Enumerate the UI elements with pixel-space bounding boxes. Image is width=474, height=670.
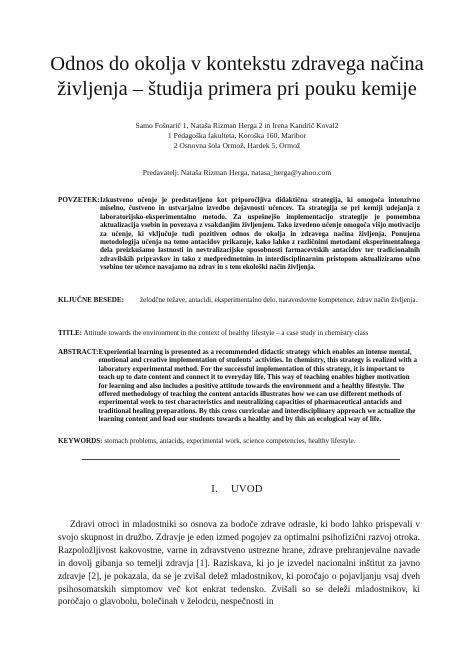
kljucne-besede-label: KLJUČNE BESEDE:: [58, 296, 125, 304]
section-divider: [82, 459, 400, 460]
keywords-text: stomach problems, antacids, experimental work, science competencies, healthy lifestyle.: [104, 437, 356, 445]
title-line-1: Odnos do okolja v kontekstu zdravega načina: [50, 53, 424, 75]
title-line-2: življenja – študija primera pri pouku kemije: [57, 78, 417, 100]
povzetek-text: Izkustveno učenje je predstavljeno kot priporočljiva didaktična strategija, ki omogoča intenzivno miselno, čustveno in ustvarjalno izvedbo dejavnosti učencev. Ta strategija se pri kemiji udejanja z laboratorijsko-eksperimentalno metodo. Za uspešnejšo implementacijo strategije je pomembna aktualizacija vsebin in povezava z vsakdanjim življenjem. Tako izvedeno učenje omogoča višjo motivacijo za učenje, ki vključuje tudi pozitiven odnos do okolja in zdravega načina življenja. Ponujena metodologija učenja na temo antacidov prikazuje, kako lahko z različnimi metodami eksperimentalnega dela preizkušamo lastnosti in nevtralizacijske sposobnosti farmacevtskih antacidov ter tradicionalnih zdravilskih pripravkov in tako z medpredmetnim in interdisciplinarnim pristopom aktualiziramo učno vsebino ter učence navajamo na zdrav in s tem ekološki način življenja.: [100, 196, 420, 272]
english-title-label: TITLE:: [58, 329, 83, 337]
abstract-text: Experiential learning is presented as a recommended didactic strategy which enables an intense mental, emotional and creative implementation of students' activities. In chemistry, this strategy is realized with a laboratory experimental method. For the successful implementation of this strategy, it is important to teach up to date content and connect it to everyday life. This way of teaching enables higher motivation for learning and also includes a positive attitude towards the environment and a healthy lifestyle. The offered methodology of teaching the content antacids illustrates how we can use different methods of experimental work to test characteristics and neutralizing capacities of pharmaceutical antacids and traditional healing preparations. By this cross curricular and interdisciplinary approach we actualize the learning content and lead our students towards a healthy and by this an ecological way of life.: [98, 348, 417, 424]
abstract-block: [58, 348, 420, 424]
section-title: UVOD: [230, 484, 263, 495]
kljucne-besede-block: [58, 296, 420, 304]
author-names: Samo Fošnarič 1, Nataša Rizman Herga 2 in Irena Kandrič Koval2: [135, 121, 339, 130]
povzetek-block: [58, 196, 420, 272]
affiliation-2: 2 Osnovna šola Ormož, Hardek 5, Ormož: [173, 141, 301, 150]
affiliation-1: 1 Pedagoška fakulteta, Koroška 160, Maribor: [167, 131, 307, 140]
english-title-block: [58, 329, 420, 337]
keywords-label: KEYWORDS:: [58, 437, 103, 445]
body-paragraph: Zdravi otroci in mladostniki so osnova za bodoče zdrave odrasle, ki bodo lahko prispevali v svojo skupnost in družbo. Zdravje je eden izmed pogojev za optimalni psihofizični razvoj otroka. Razpoložljivost kakovostne, varne in zdravstveno ustrezne hrane, zdrave prehranjevalne navade in dovolj gibanja so temelji zdravja [1]. Raziskava, ki jo je izvedel nacionalni inštitut za javno zdravje [2], je pokazala, da se je zvišal delež mladostnikov, ki poročajo o pojavljanju vsaj dveh psihosomatskih simptomov več kot enkrat tedensko. Zvišali so se deleži mladostnikov, ki poročajo o glavobolu, bolečinah v želodcu, nespečnosti in: [58, 520, 420, 608]
kljucne-besede-text: želodčne težave, antacidi, eksperimentalno delo, naravoslovne kompetence, zdrav način življenja.: [140, 296, 418, 304]
section-heading: [60, 484, 414, 495]
english-title-text: Attitude towards the environment in the context of healthy lifestyle – a case study in chemistry class: [83, 329, 369, 337]
author-block: [60, 121, 414, 151]
section-number: I.: [211, 484, 218, 495]
paper-title: [30, 52, 444, 102]
povzetek-label: POVZETEK:: [58, 196, 100, 204]
keywords-block: [58, 437, 420, 445]
presenter-line: Predavatelj: Nataša Rizman Herga, natasa_herga@yahoo.com: [142, 168, 332, 177]
abstract-label: ABSTRACT:: [58, 348, 99, 356]
